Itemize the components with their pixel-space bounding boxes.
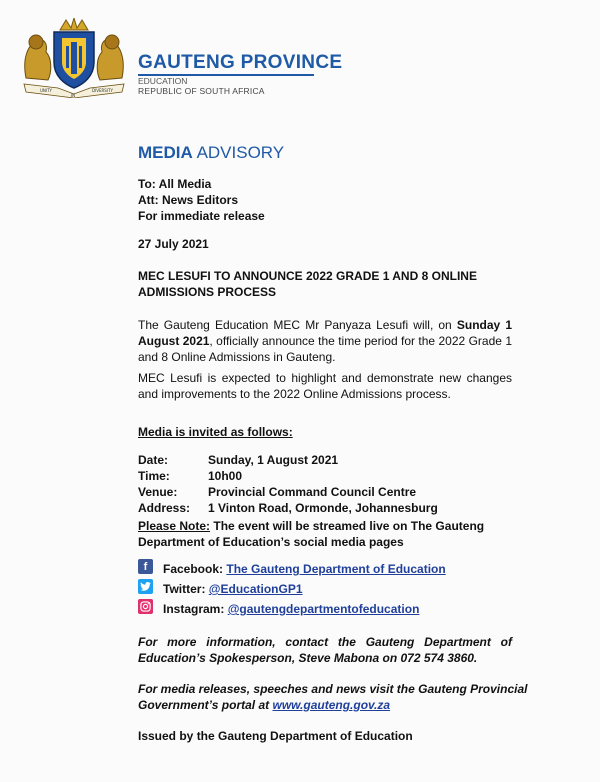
announcement-date: Sunday 1 August 2021	[138, 318, 512, 348]
issued-by: Issued by the Gauteng Department of Education	[138, 729, 413, 743]
title-rest: ADVISORY	[192, 143, 285, 162]
facebook-line: Facebook: The Gauteng Department of Education	[163, 562, 446, 576]
advisory-date: 27 July 2021	[138, 237, 209, 251]
twitter-line: Twitter: @EducationGP1	[163, 582, 303, 596]
title-bold: MEDIA	[138, 143, 193, 162]
headline-line: ADMISSIONS PROCESS	[138, 285, 277, 299]
paragraph-announcement: The Gauteng Education MEC Mr Panyaza Lesufi will, on Sunday 1 August 2021, officially announce the time period for the 2022 Grade 1 and 8 Online Admissions in Gauteng.	[138, 318, 513, 364]
stream-note: Please Note: The event will be streamed live on The Gauteng Department of Education’s social media pages	[138, 519, 485, 549]
recipient-line: To: All Media	[138, 177, 212, 191]
crest-motto-mid: IN	[71, 93, 76, 98]
invite-heading: Media is invited as follows:	[138, 425, 293, 439]
detail-row: Date: Sunday, 1 August 2021	[138, 453, 339, 467]
instagram-icon	[138, 599, 153, 614]
detail-row: Address: 1 Vinton Road, Ormonde, Johannesburg	[138, 501, 438, 515]
paragraph-highlights: MEC Lesufi is expected to highlight and demonstrate new changes and improvements to the 2022 Online Admissions process.	[138, 371, 512, 401]
coat-of-arms-logo	[18, 18, 130, 98]
instagram-line: Instagram: @gautengdepartmentofeducation	[163, 602, 420, 616]
event-details	[138, 452, 438, 516]
department-name: EDUCATION	[138, 76, 188, 86]
recipients-block	[138, 176, 265, 224]
detail-row: Time: 10h00	[138, 469, 243, 483]
facebook-icon: f	[138, 559, 153, 574]
headline-line: MEC LESUFI TO ANNOUNCE 2022 GRADE 1 AND 8 ONLINE	[138, 269, 477, 283]
crest-motto-right: DIVERSITY	[92, 88, 113, 93]
crest-motto-left: UNITY	[40, 88, 52, 93]
detail-row: Venue: Provincial Command Council Centre	[138, 485, 417, 499]
portal-info: For media releases, speeches and news visit the Gauteng Provincial Government’s portal at www.gauteng.gov.za	[138, 682, 528, 712]
facebook-link[interactable]: The Gauteng Department of Education	[226, 562, 446, 576]
country-name: REPUBLIC OF SOUTH AFRICA	[138, 86, 265, 96]
twitter-icon	[138, 579, 153, 594]
recipient-line: Att: News Editors	[138, 193, 239, 207]
contact-info: For more information, contact the Gauteng Department of Education’s Spokesperson, Steve Mabona on 072 574 3860.	[138, 635, 512, 665]
org-name: GAUTENG PROVINCE	[138, 52, 343, 73]
headline	[138, 268, 477, 300]
recipient-line: For immediate release	[138, 209, 265, 223]
twitter-link[interactable]: @EducationGP1	[208, 582, 303, 596]
document-title	[138, 143, 284, 163]
instagram-link[interactable]: @gautengdepartmentofeducation	[227, 602, 420, 616]
portal-link[interactable]: www.gauteng.gov.za	[272, 698, 391, 712]
note-label: Please Note:	[138, 519, 211, 533]
